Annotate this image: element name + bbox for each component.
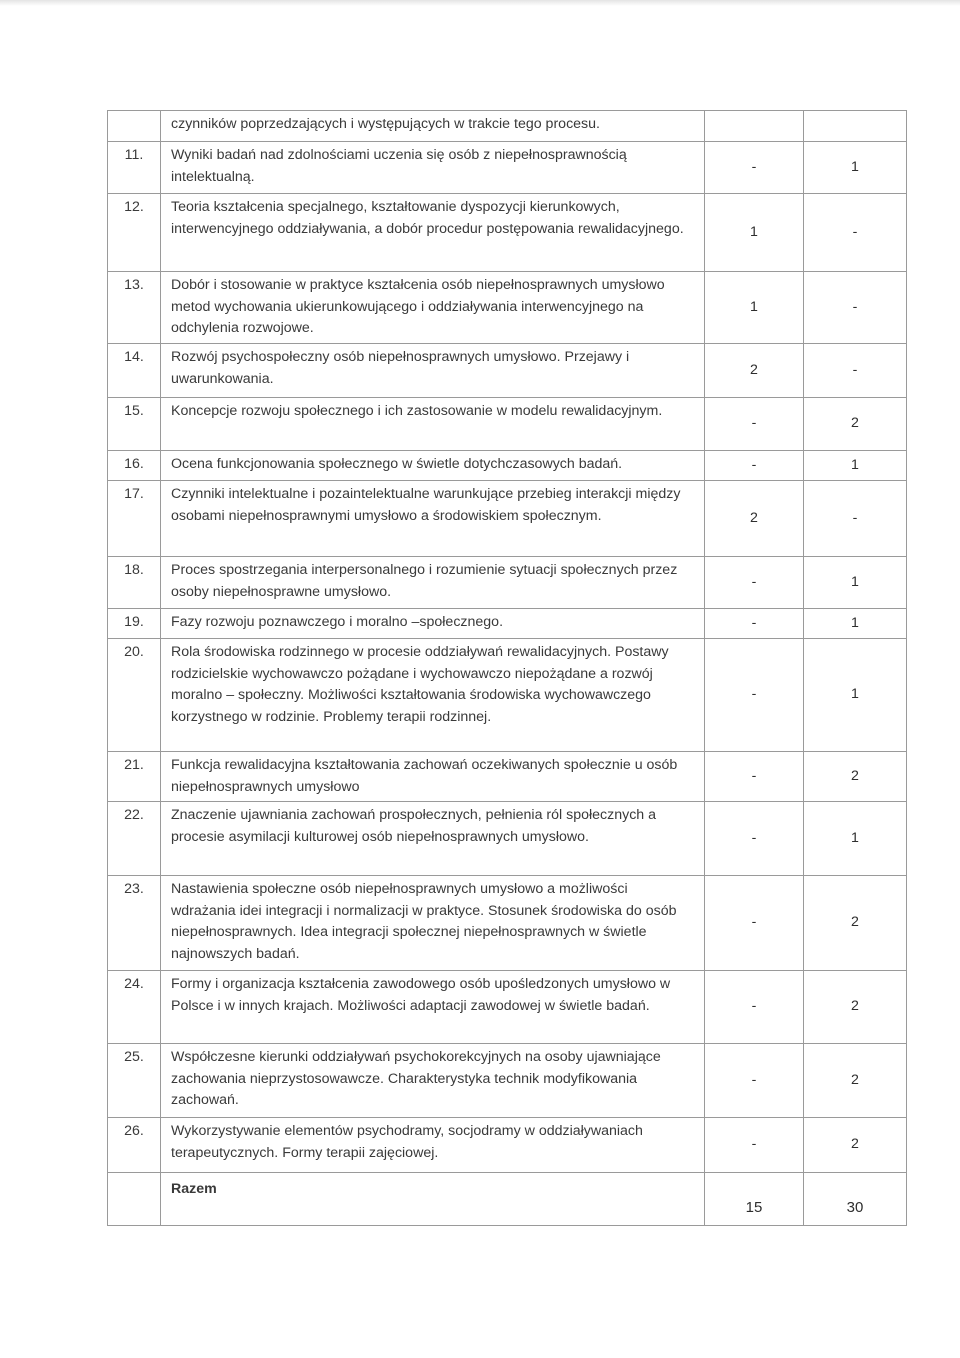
row-hours-b: 1 — [804, 802, 907, 876]
syllabus-table — [107, 110, 907, 1226]
row-hours-a: 1 — [705, 194, 804, 272]
table-row — [108, 557, 907, 609]
row-topic: Teoria kształcenia specjalnego, kształtowanie dyspozycji kierunkowych, interwencyjnego oddziaływania, a dobór procedur postępowania rewalidacyjnego. — [161, 194, 705, 272]
row-hours-a: 2 — [705, 344, 804, 398]
row-number: 13. — [108, 272, 161, 344]
total-hours-a: 15 — [705, 1173, 804, 1226]
row-topic: Proces spostrzegania interpersonalnego i rozumienie sytuacji społecznych przez osoby niepełnosprawne umysłowo. — [161, 557, 705, 609]
row-hours-b: - — [804, 344, 907, 398]
row-number: 17. — [108, 481, 161, 557]
row-topic: Rola środowiska rodzinnego w procesie oddziaływań rewalidacyjnych. Postawy rodzicielskie wychowawczo pożądane i wychowawczo niepożądane a rozwój moralno – społeczny. Możliwości kształtowania środowiska wychowawczego korzystnego w rodzinie. Problemy terapii rodzinnej. — [161, 639, 705, 752]
row-hours-a: - — [705, 802, 804, 876]
row-hours-a: - — [705, 971, 804, 1044]
total-number-cell — [108, 1173, 161, 1226]
row-hours-a: - — [705, 398, 804, 451]
total-row — [108, 1173, 907, 1226]
row-hours-a: - — [705, 639, 804, 752]
row-hours-b: 2 — [804, 752, 907, 802]
table-row — [108, 1044, 907, 1118]
row-number: 20. — [108, 639, 161, 752]
row-topic: Koncepcje rozwoju społecznego i ich zastosowanie w modelu rewalidacyjnym. — [161, 398, 705, 451]
row-hours-b: - — [804, 272, 907, 344]
row-number: 15. — [108, 398, 161, 451]
row-topic: Formy i organizacja kształcenia zawodowego osób upośledzonych umysłowo w Polsce i w innych krajach. Możliwości adaptacji zawodowej w świetle badań. — [161, 971, 705, 1044]
table-row — [108, 272, 907, 344]
table-row — [108, 481, 907, 557]
row-hours-a: - — [705, 1118, 804, 1173]
row-topic: Funkcja rewalidacyjna kształtowania zachowań oczekiwanych społecznie u osób niepełnosprawnych umysłowo — [161, 752, 705, 802]
row-number: 11. — [108, 142, 161, 194]
table-row — [108, 752, 907, 802]
syllabus-rows — [108, 111, 907, 1226]
table-row — [108, 1118, 907, 1173]
row-number: 23. — [108, 876, 161, 971]
row-topic: Rozwój psychospołeczny osób niepełnosprawnych umysłowo. Przejawy i uwarunkowania. — [161, 344, 705, 398]
row-hours-b: 1 — [804, 451, 907, 481]
total-hours-b: 30 — [804, 1173, 907, 1226]
row-topic: Nastawienia społeczne osób niepełnosprawnych umysłowo a możliwości wdrażania idei integracji i normalizacji w praktyce. Stosunek środowiska do osób niepełnosprawnych. Idea integracji społecznej niepełnosprawnych w świetle najnowszych badań. — [161, 876, 705, 971]
row-number: 25. — [108, 1044, 161, 1118]
table-row — [108, 398, 907, 451]
row-number: 22. — [108, 802, 161, 876]
row-hours-b: 2 — [804, 1118, 907, 1173]
table-row — [108, 344, 907, 398]
row-hours-b: 2 — [804, 876, 907, 971]
row-hours-a: 2 — [705, 481, 804, 557]
row-number: 16. — [108, 451, 161, 481]
row-hours-b: 1 — [804, 609, 907, 639]
scan-edge — [0, 0, 960, 6]
row-number: 24. — [108, 971, 161, 1044]
row-topic: Znaczenie ujawniania zachowań prospołecznych, pełnienia ról społecznych a procesie asymilacji kulturowej osób niepełnosprawnych umysłowo. — [161, 802, 705, 876]
row-hours-a: - — [705, 451, 804, 481]
table-row — [108, 451, 907, 481]
row-hours-a: - — [705, 752, 804, 802]
row-hours-a: - — [705, 1044, 804, 1118]
row-hours-a: - — [705, 557, 804, 609]
table-row — [108, 639, 907, 752]
row-number: 21. — [108, 752, 161, 802]
row-topic: Ocena funkcjonowania społecznego w świetle dotychczasowych badań. — [161, 451, 705, 481]
row-topic: Współczesne kierunki oddziaływań psychokorekcyjnych na osoby ujawniające zachowania nieprzystosowawcze. Charakterystyka technik modyfikowania zachowań. — [161, 1044, 705, 1118]
row-number: 18. — [108, 557, 161, 609]
row-hours-b: 1 — [804, 142, 907, 194]
row-hours-b — [804, 111, 907, 142]
row-hours-a: 1 — [705, 272, 804, 344]
table-row — [108, 194, 907, 272]
row-hours-a: - — [705, 609, 804, 639]
table-row — [108, 111, 907, 142]
row-hours-b: - — [804, 194, 907, 272]
row-number — [108, 111, 161, 142]
row-number: 12. — [108, 194, 161, 272]
row-number: 19. — [108, 609, 161, 639]
row-hours-b: 1 — [804, 639, 907, 752]
row-hours-b: 2 — [804, 1044, 907, 1118]
row-topic: Fazy rozwoju poznawczego i moralno –społecznego. — [161, 609, 705, 639]
table-row — [108, 876, 907, 971]
table-row — [108, 142, 907, 194]
row-hours-b: - — [804, 481, 907, 557]
row-topic: czynników poprzedzających i występujących w trakcie tego procesu. — [161, 111, 705, 142]
row-topic: Wyniki badań nad zdolnościami uczenia się osób z niepełnosprawnością intelektualną. — [161, 142, 705, 194]
row-hours-b: 2 — [804, 971, 907, 1044]
row-hours-a: - — [705, 142, 804, 194]
row-hours-b: 2 — [804, 398, 907, 451]
table-row — [108, 802, 907, 876]
total-label: Razem — [161, 1173, 705, 1226]
row-topic: Czynniki intelektualne i pozaintelektualne warunkujące przebieg interakcji między osobami niepełnosprawnymi umysłowo a środowiskiem społecznym. — [161, 481, 705, 557]
row-topic: Wykorzystywanie elementów psychodramy, socjodramy w oddziaływaniach terapeutycznych. Formy terapii zajęciowej. — [161, 1118, 705, 1173]
table-row — [108, 971, 907, 1044]
row-number: 26. — [108, 1118, 161, 1173]
row-hours-b: 1 — [804, 557, 907, 609]
row-topic: Dobór i stosowanie w praktyce kształcenia osób niepełnosprawnych umysłowo metod wychowania ukierunkowującego i oddziaływania interwencyjnego na odchylenia rozwojowe. — [161, 272, 705, 344]
table-row — [108, 609, 907, 639]
row-number: 14. — [108, 344, 161, 398]
row-hours-a — [705, 111, 804, 142]
row-hours-a: - — [705, 876, 804, 971]
